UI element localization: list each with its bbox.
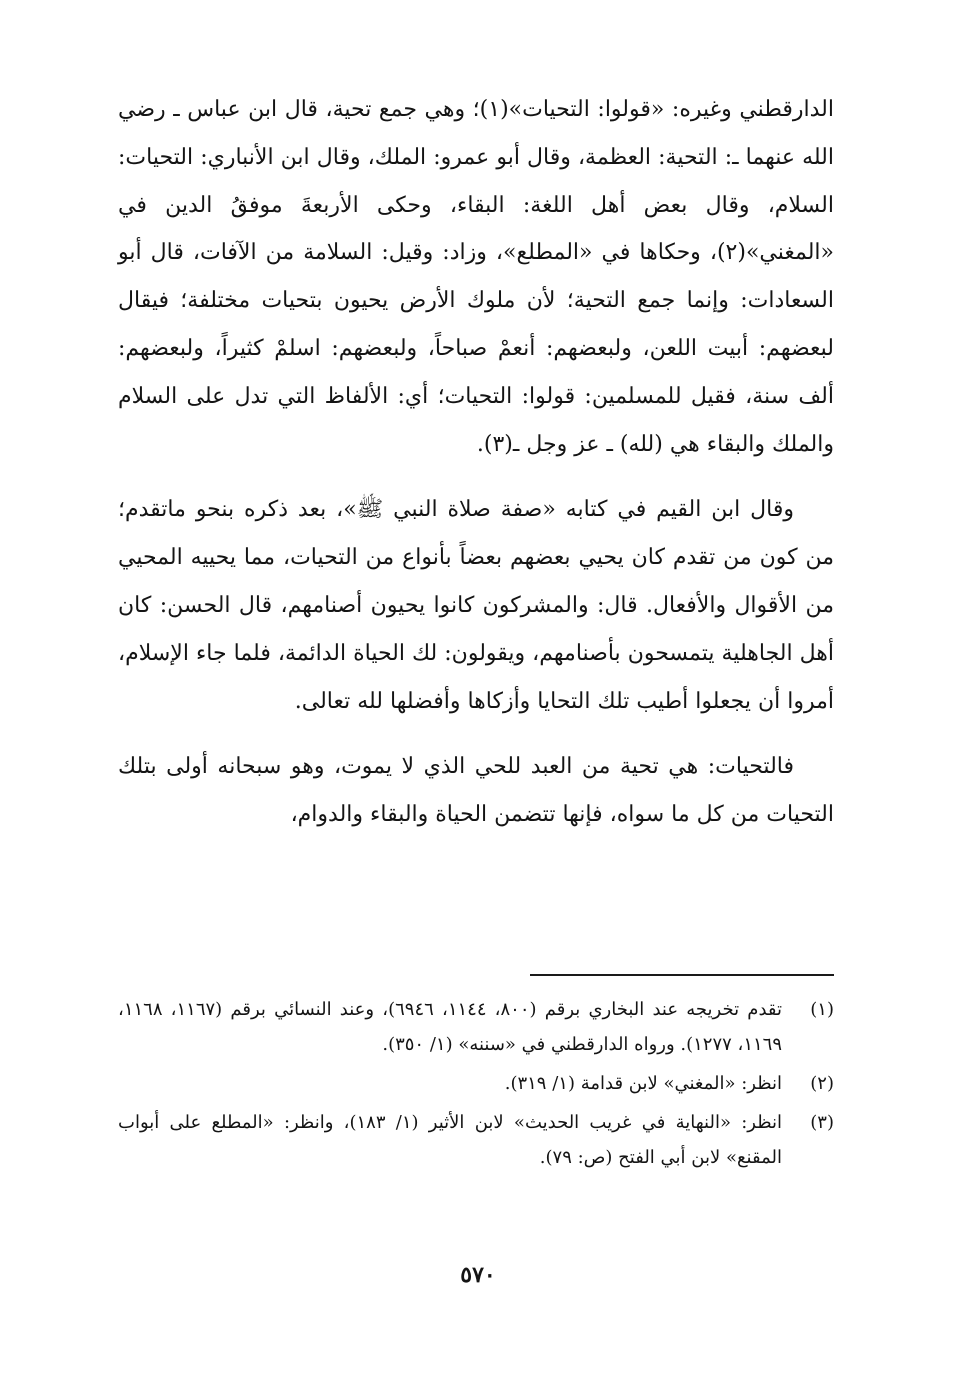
footnote-separator (530, 974, 834, 976)
paragraph-2 (118, 486, 834, 725)
footnote-number: (٢) (810, 1073, 834, 1094)
paragraph-3 (118, 743, 834, 839)
footnote-2 (118, 1066, 834, 1101)
footnote-text: انظر: «المغني» لابن قدامة (١/ ٣١٩). (504, 1073, 782, 1094)
main-text (118, 86, 834, 839)
footnote-text: انظر: «النهاية في غريب الحديث» لابن الأثير (١/ ١٨٣)، وانظر: «المطلع على أبواب المقنع» لابن أبي الفتح (ص: ٧٩). (118, 1112, 782, 1168)
footnote-text: تقدم تخريجه عند البخاري برقم (٨٠٠، ١١٤٤، ٦٩٤٦)، وعند النسائي برقم (١١٦٧، ١١٦٨، ١١٦٩، ١٢٧٧). ورواه الدارقطني في «سننه» (١/ ٣٥٠). (118, 999, 783, 1055)
footnote-3 (118, 1105, 834, 1175)
footnote-number: (١) (810, 999, 834, 1020)
paragraph-1 (118, 86, 834, 468)
footnotes (118, 992, 834, 1179)
footnote-number: (٣) (810, 1112, 834, 1133)
paragraph-3-text: فالتحيات: هي تحية من العبد للحي الذي لا يموت، وهو سبحانه أولى بتلك التحيات من كل ما سواه، فإنها تتضمن الحياة والبقاء والدوام، (118, 754, 834, 828)
paragraph-1-text: الدارقطني وغيره: «قولوا: التحيات»(١)؛ وهي جمع تحية، قال ابن عباس ـ رضي الله عنهما ـ: التحية: العظمة، وقال أبو عمرو: الملك، وقال ابن الأنباري: التحيات: السلام، وقال بعض أهل اللغة: البقاء، وحكى الأربعةَ موفقُ الدين في «المغني»(٢)، وحكاها في «المطلع»، وزاد: وقيل: السلامة من الآفات، قال أبو السعادات: وإنما جمع التحية؛ لأن ملوك الأرض يحيون بتحيات مختلفة؛ فيقال لبعضهم: أبيت اللعن، ولبعضهم: أنعمْ صباحاً، ولبعضهم: اسلمْ كثيراً، ولبعضهم: ألف سنة، فقيل للمسلمين: قولوا: التحيات؛ أي: الألفاظ التي تدل على السلام والملك والبقاء هي (لله) ـ عز وجل ـ(٣). (118, 97, 834, 457)
paragraph-2-text: وقال ابن القيم في كتابه «صفة صلاة النبي ﷺ»، بعد ذكره بنحو ماتقدم؛ من كون من تقدم كان يحيي بعضهم بعضاً بأنواع من التحيات، مما يحييه المحيي من الأقوال والأفعال. قال: والمشركون كانوا يحيون أصنامهم، قال الحسن: كان أهل الجاهلية يتمسحون بأصنامهم، ويقولون: لك الحياة الدائمة، فلما جاء الإسلام، أمروا أن يجعلوا أطيب تلك التحايا وأزكاها وأفضلها لله تعالى. (118, 497, 834, 714)
footnote-1 (118, 992, 834, 1062)
page-number: ٥٧٠ (460, 1262, 496, 1288)
